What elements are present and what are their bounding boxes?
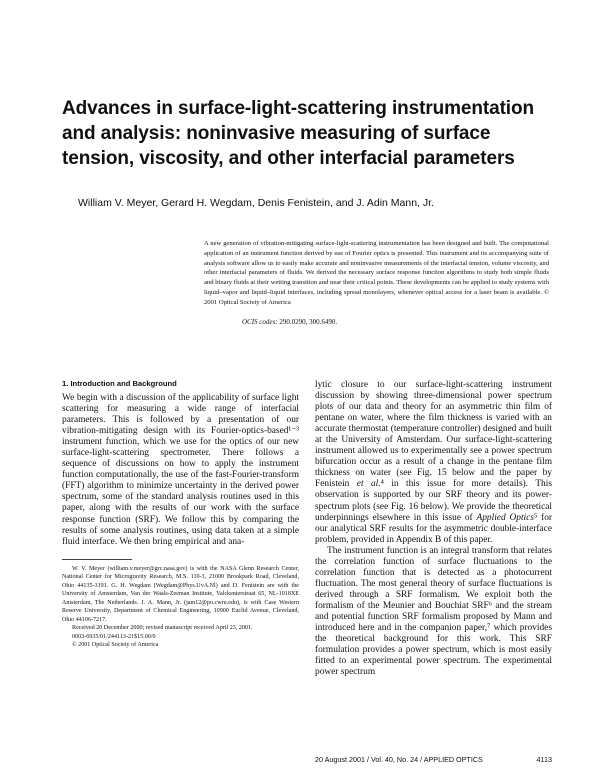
paper-title: Advances in surface-light-scattering instrumentation and analysis: noninvasive measuring of surface tension, viscosity, and other interfacial parameters xyxy=(62,98,534,169)
ocis-label: OCIS codes: xyxy=(242,318,278,326)
abstract: A new generation of vibration-mitigating surface-light-scattering instrumentation has been designed and built. The computational application of an instrument function derived by use of Fourier optics is presented. This instrument and its accompanying suite of analysis software allow us to easily make accurate and noninvasive measurements of the interfacial tension, volume viscosity, and other interfacial parameters of fluids. We derived the necessary surface response function algorithms to study both simple fluids and binary fluids at their wetting transition and near their critical points. These developments can be applied to study systems with liquid–vapor and liquid–liquid interfaces, including spread monolayers, whenever optical access for a laser beam is available. © 2001 Optical Society of America xyxy=(204,240,549,306)
right-column xyxy=(315,380,552,678)
body-paragraph xyxy=(315,380,552,546)
body-paragraph: We begin with a discussion of the applicability of surface light scattering for measuring a wide range of interfacial parameters. This is followed by a presentation of our vibration-mitigating design with its Fourier-optics-based¹⁻³ instrument function, which we use for the optics of our new surface-light-scattering spectrometer. There follows a sequence of discussions on how to apply the instrument function computationally, the use of the fast-Fourier-transform (FFT) algorithm to minimize uncertainty in the derived power spectrum, some of the standard analysis routines used in this paper, along with the results of our work with the surface response function (SRF). We follow this by comparing the results of some analysis routines, using data taken at a simple fluid interface. We then bring empirical and ana- xyxy=(62,393,299,547)
et-al-text: et al. xyxy=(356,479,381,490)
footnote-divider xyxy=(62,559,132,560)
section-heading: 1. Introduction and Background xyxy=(62,379,177,388)
received-date-note: Received 20 December 2000; revised manuscript received April 23, 2001. xyxy=(72,625,253,632)
paragraph-text: ⁴ in this issue for more details). This observation is supported by our SRF theory and its power-spectrum plots (see Fig. 16 below). We provide the theoretical underpinnings elsewhere in this issue of xyxy=(315,479,553,523)
paragraph-text: lytic closure to our surface-light-scattering instrument discussion by showing three-dimensional power spectrum plots of our data and theory for an asymmetric thin film of pentane on water, where the film thickness is varied with an accurate thermostat (temperature controller) designed and built at the University of Amsterdam. Our surface-light-scattering instrument allowed us to experimentally see a power spectrum bifurcation occur as a result of a change in the pentane film thickness on water (see Fig. 15 below and the paper by Fenistein xyxy=(315,380,552,490)
author-list: William V. Meyer, Gerard H. Wegdam, Denis Fenistein, and J. Adin Mann, Jr. xyxy=(78,197,434,209)
page-footer xyxy=(315,755,552,764)
journal-info: 20 August 2001 / Vol. 40, No. 24 / APPLIED OPTICS xyxy=(315,755,483,764)
footnotes xyxy=(62,565,299,650)
body-paragraph: The instrument function is an integral transform that relates the correlation function of surface fluctuations to the correlation function that is detected as a photocurrent fluctuation. The most general theory of surface fluctuations is derived through a SRF formalism. We exploit both the formalism of the Meunier and Bouchiat SRF⁶ and the stream and potential function SRF formalism proposed by Mann and introduced here and in the companion paper,⁷ which provides the theoretical background for this work. This SRF formulation provides a power spectrum, which is most easily fitted to an experimental power spectrum. The experimental power spectrum xyxy=(315,545,552,678)
journal-name: Applied Optics xyxy=(476,512,534,523)
page-number: 4113 xyxy=(536,755,552,764)
article-code: 0003-6935/01/244113-21$15.00/0 xyxy=(72,633,156,640)
ocis-codes xyxy=(242,317,337,327)
author-affiliations-note: W. V. Meyer (william.v.meyer@grc.nasa.gov) is with the NASA Glenn Research Center, National Center for Microgravity Research, M.S. 110-3, 21000 Brookpark Road, Cleveland, Ohio 44135-3191. G. H. Wegdam (Wegdam@Phys.UvA.Nl) and D. Fenistein are with the University of Amsterdam, Van der Waals-Zeeman Institute, Valckenierstraat 65, NL-1018XE Amsterdam, The Netherlands. J. A. Mann, Jr. (jam12@po.cwru.edu), is with Case Western Reserve University, Department of Chemical Engineering, 10900 Euclid Avenue, Cleveland, Ohio 44106-7217. xyxy=(62,566,299,623)
paragraph-text: ⁵ for our analytical SRF results for the asymmetric double-interface problem, provided in Appendix B of this paper. xyxy=(315,512,552,545)
copyright-note: © 2001 Optical Society of America xyxy=(72,642,159,649)
ocis-values: 290.0290, 300.6490. xyxy=(279,318,338,326)
left-column xyxy=(62,393,299,548)
